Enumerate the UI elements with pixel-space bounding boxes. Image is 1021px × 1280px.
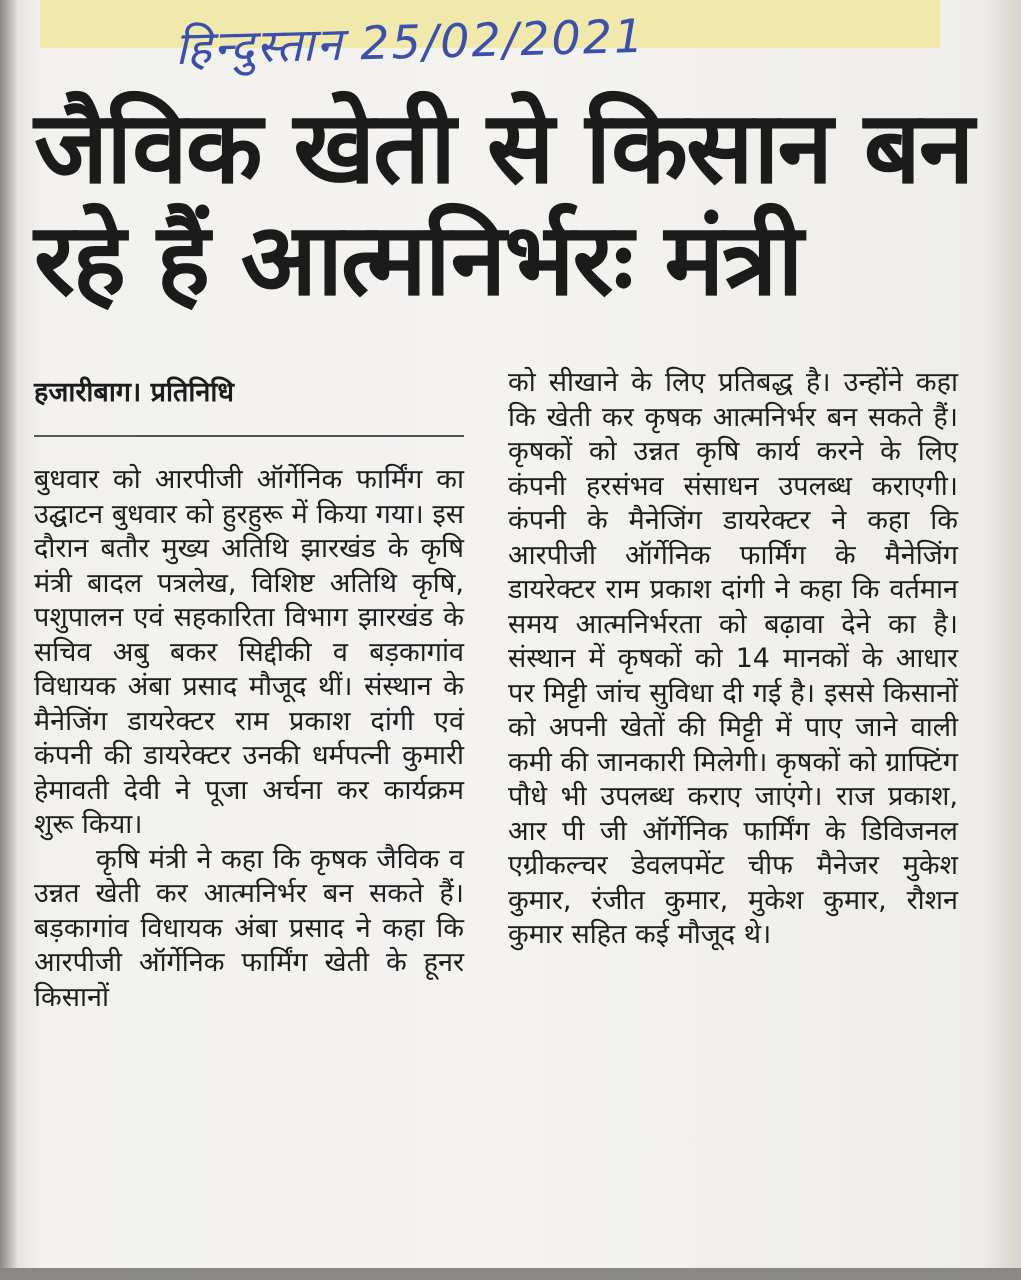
right-column bbox=[508, 366, 958, 953]
left-paragraph-1: बुधवार को आरपीजी ऑर्गेनिक फार्मिंग का उद्घाटन बुधवार को हुरहुरू में किया गया। इस दौरान बतौर मुख्य अतिथि झारखंड के कृषि मंत्री बादल पत्रलेख, विशिष्ट अतिथि कृषि, पशुपालन एवं सहकारिता विभाग झारखंड के सचिव अबु बकर सिद्दीकी व बड़कागांव विधायक अंबा प्रसाद मौजूद थीं। संस्थान के मैनेजिंग डायरेक्टर राम प्रकाश दांगी एवं कंपनी की डायरेक्टर उनकी धर्मपत्नी कुमारी हेमावती देवी ने पूजा अर्चना कर कार्यक्रम शुरू किया। bbox=[34, 464, 464, 840]
right-paragraph-1: को सीखाने के लिए प्रतिबद्ध है। उन्होंने कहा कि खेती कर कृषक आत्मनिर्भर बन सकते हैं। कृषकों को उन्नत कृषि कार्य करने के लिए कंपनी हरसंभव संसाधन उपलब्ध कराएगी। कंपनी के मैनेजिंग डायरेक्टर ने कहा कि आरपीजी ऑर्गेनिक फार्मिंग के मैनेजिंग डायरेक्टर राम प्रकाश दांगी ने कहा कि वर्तमान समय आत्मनिर्भरता को बढ़ावा देने का है। संस्थान में कृषकों को 14 मानकों के आधार पर मिट्टी जांच सुविधा दी गई है। इससे किसानों को अपनी खेतों की मिट्टी में पाए जाने वाली कमी की जानकारी मिलेगी। कृषकों को ग्राफ्टिंग पौधे भी उपलब्ध कराए जाएंगे। राज प्रकाश, आर पी जी ऑर्गेनिक फार्मिंग के डिविजनल एग्रीकल्चर डेवलपमेंट चीफ मैनेजर मुकेश कुमार, रंजीत कुमार, मुकेश कुमार, रौशन कुमार सहित कई मौजूद थे। bbox=[508, 367, 958, 950]
page-bottom-edge bbox=[0, 1268, 1021, 1280]
left-column bbox=[34, 463, 464, 1015]
headline-line-1: जैविक खेती से किसान बन bbox=[34, 89, 973, 206]
page-shadow bbox=[0, 0, 18, 1280]
headline-line-2: रहे हैं आत्मनिर्भरः मंत्री bbox=[34, 201, 802, 318]
headline bbox=[34, 89, 973, 318]
left-paragraph-2: कृषि मंत्री ने कहा कि कृषक जैविक व उन्नत खेती कर आत्मनिर्भर बन सकते हैं। बड़कागांव विधायक अंबा प्रसाद ने कहा कि आरपीजी ऑर्गेनिक फार्मिंग खेती के हूनर किसानों bbox=[34, 843, 464, 1013]
handwritten-source-note: हिन्दुस्तान 25/02/2021 bbox=[174, 8, 646, 76]
byline: हजारीबाग। प्रतिनिधि bbox=[34, 377, 234, 408]
byline-divider bbox=[34, 435, 464, 437]
